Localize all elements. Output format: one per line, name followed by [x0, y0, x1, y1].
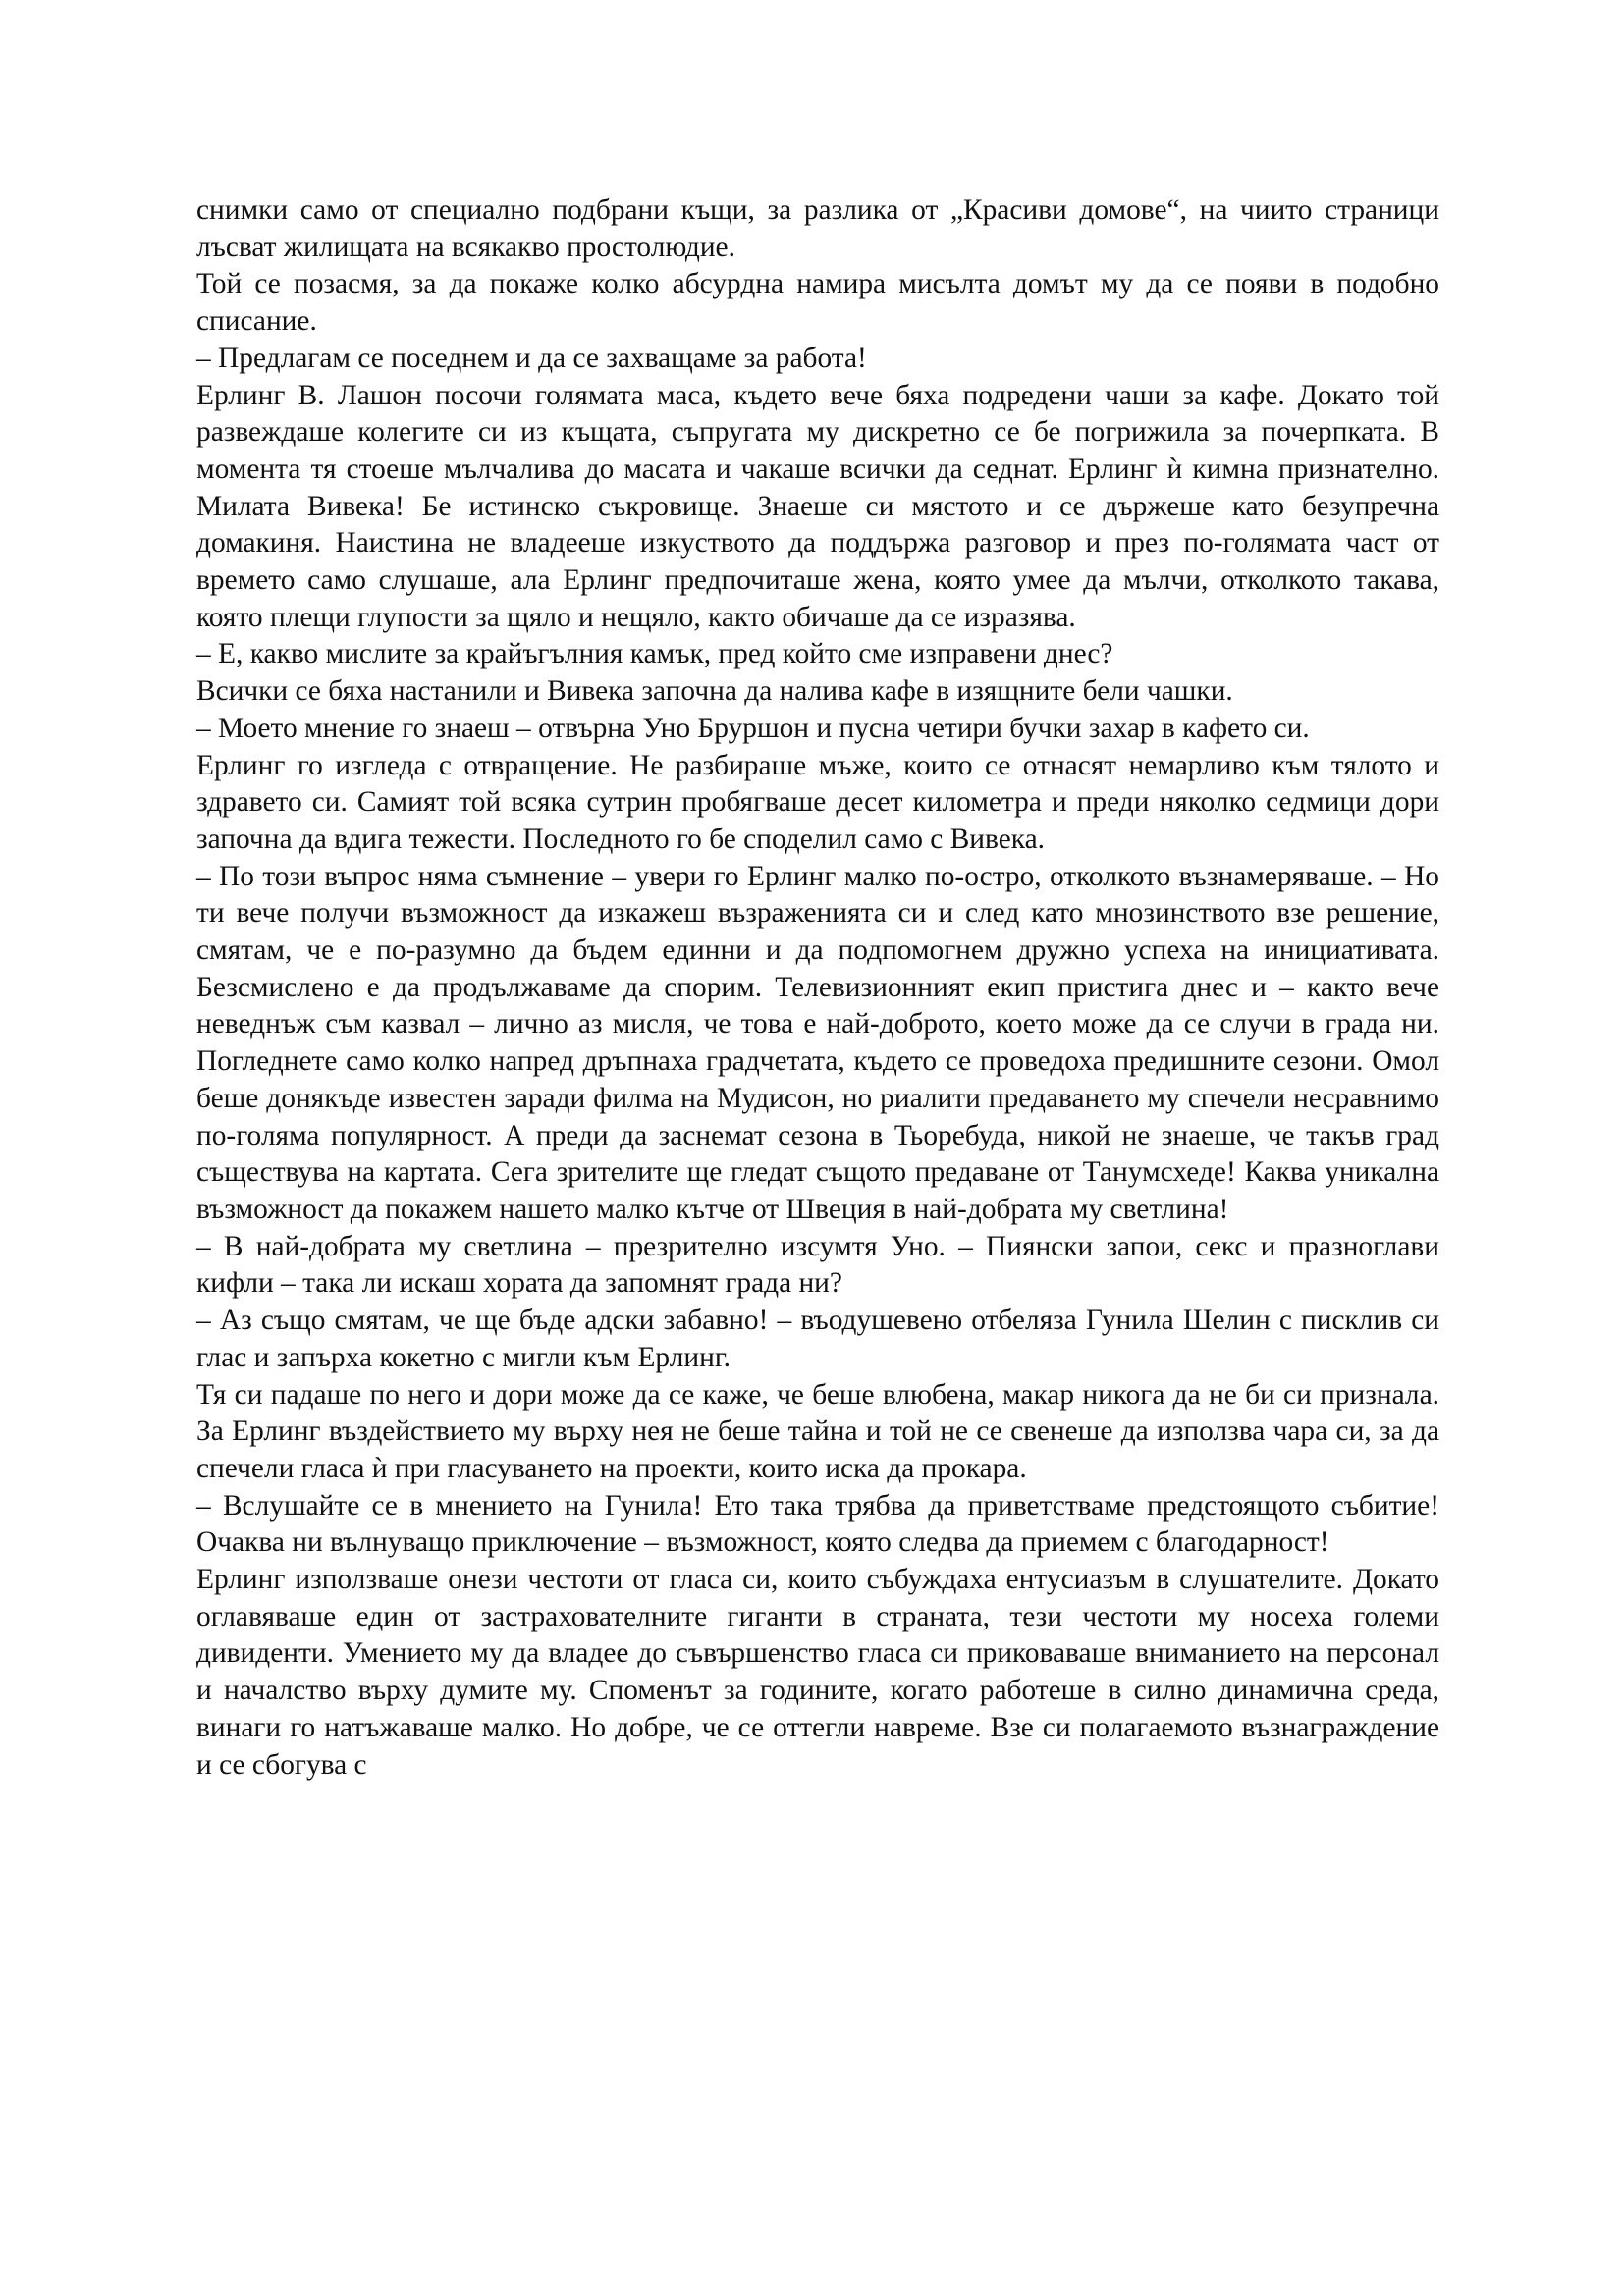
- paragraph: Тя си падаше по него и дори може да се каже, че беше влюбена, макар никога да не би си признала. За Ерлинг въздействието му върху нея не беше тайна и той не се свенеше да използва чара си, за да спечели гласа ѝ при гласуването на проекти, които иска да прокара.: [196, 1378, 1439, 1484]
- paragraph: – Вслушайте се в мнението на Гунила! Ето така трябва да приветстваме предстоящото събитие! Очаква ни вълнуващо приключение – възможност, която следва да приемем с благодарност!: [196, 1489, 1439, 1559]
- paragraph: Ерлинг използваше онези честоти от гласа си, които събуждаха ентусиазъм в слушателите. Докато оглавяваше един от застрахователните гиганти в страната, тези честоти му носеха големи дивиденти. Умението му да владее до съвършенство гласа си приковаваше вниманието на персонал и началство върху думите му. Споменът за годините, когато работеше в силно динамична среда, винаги го натъжаваше малко. Но добре, че се оттегли навреме. Взе си полагаемото възнаграждение и се сбогува с: [196, 1564, 1439, 1781]
- paragraph: Той се позасмя, за да покаже колко абсурдна намира мисълта домът му да се появи в подобно списание.: [196, 268, 1439, 338]
- paragraph: Ерлинг В. Лашон посочи голямата маса, където вече бяха подредени чаши за кафе. Докато той развеждаше колегите си из къщата, съпругата му дискретно се бе погрижила за почерпката. В момента тя стоеше мълчалива до масата и чакаше всички да седнат. Ерлинг ѝ кимна признателно. Милата Вивека! Бе истинско съкровище. Знаеше си мястото и се държеше като безупречна домакиня. Наистина не владееше изкуството да поддържа разговор и през по-голямата част от времето само слушаше, ала Ерлинг предпочиташе жена, която умее да мълчи, отколкото такава, която плещи глупости за щяло и нещяло, както обичаше да се изразява.: [196, 379, 1439, 633]
- paragraph: – Предлагам се поседнем и да се захващаме за работа!: [196, 342, 867, 374]
- paragraph: – Аз също смятам, че ще бъде адски забавно! – въодушевено отбеляза Гунила Шелин с писклив си глас и запърха кокетно с мигли към Ерлинг.: [196, 1305, 1439, 1373]
- book-page: [196, 192, 1439, 1784]
- paragraph: – В най-добрата му светлина – презрително изсумтя Уно. – Пиянски запои, секс и празноглави кифли – така ли искаш хората да запомнят града ни?: [196, 1230, 1439, 1300]
- paragraph: – Моето мнение го знаеш – отвърна Уно Бруршон и пусна четири бучки захар в кафето си.: [196, 712, 1310, 744]
- paragraph: – Е, какво мислите за крайъгълния камък, пред който сме изправени днес?: [196, 638, 1113, 670]
- paragraph: снимки само от специално подбрани къщи, за разлика от „Красиви домове“, на чиито страници лъсват жилищата на всякакво простолюдие.: [196, 194, 1439, 263]
- paragraph: – По този въпрос няма съмнение – увери го Ерлинг малко по-остро, отколкото възнамеряваше. – Но ти вече получи възможност да изкажеш възраженията си и след като мнозинството взе решение, смятам, че е по-разумно да бъдем единни и да подпомогнем дружно успеха на инициативата. Безсмислено е да продължаваме да спорим. Телевизионният екип пристига днес и – както вече неведнъж съм казвал – лично аз мисля, че това е най-доброто, което може да се случи в града ни. Погледнете само колко напред дръпнаха градчетата, където се проведоха предишните сезони. Омол беше донякъде известен заради филма на Мудисон, но риалити предаването му спечели несравнимо по-голяма популярност. А преди да заснемат сезона в Тьоребуда, никой не знаеше, че такъв град съществува на картата. Сега зрителите ще гледат същото предаване от Танумсхеде! Каква уникална възможност да покажем нашето малко кътче от Швеция в най-добрата му светлина!: [196, 860, 1439, 1225]
- paragraph: Ерлинг го изгледа с отвращение. Не разбираше мъже, които се отнасят немарливо към тялото и здравето си. Самият той всяка сутрин пробягваше десет километра и преди няколко седмици дори започна да вдига тежести. Последното го бе споделил само с Вивека.: [196, 749, 1439, 855]
- paragraph: Всички се бяха настанили и Вивека започна да налива кафе в изящните бели чашки.: [196, 675, 1233, 708]
